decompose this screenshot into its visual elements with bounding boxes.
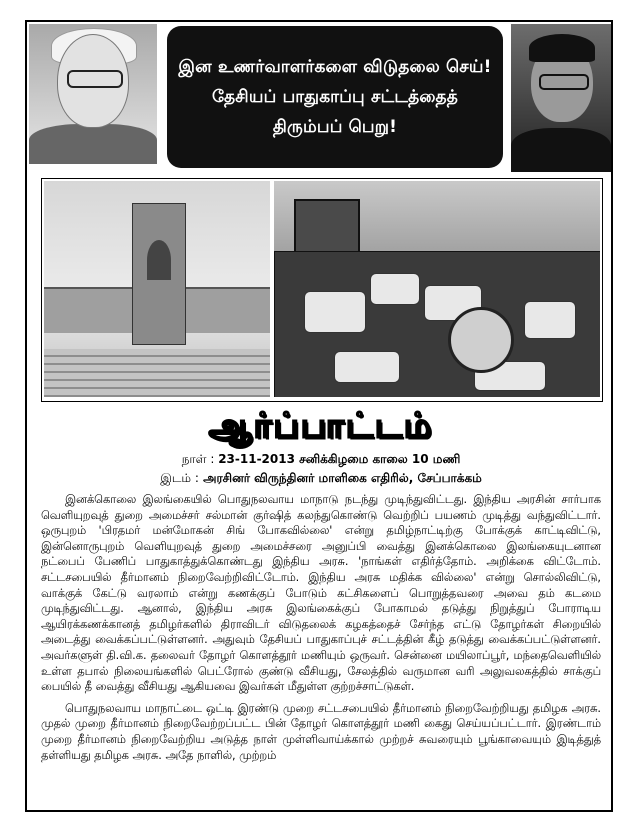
date-label: நாள் :	[181, 452, 215, 466]
paragraph-1: இனக்கொலை இலங்கையில் பொதுநலவாய மாநாடு நடந்து முடிந்துவிட்டது. இந்திய அரசின் சார்பாக வெளியுறவுத் துறை அமைச்சர் சல்மான் குர்ஷித் கலந்துகொண்டு வெற்றிப் பயணம் முடித்து வந்துவிட்டார். ஒருபுறம் 'பிரதமர் மன்மோகன் சிங் போகவில்லை' என்று தமிழ்நாட்டிற்கு போக்குக் காட்டிவிட்டு, இன்னொருபுறம் வெளியுறவுத் துறை அமைச்சரை அனுப்பி வைத்து இனக்கொலை இலங்கையுடனான நட்பைப் பேணிப் பாதுகாத்துக்கொண்டது இந்திய அரசு. 'நாங்கள் எதிர்த்தோம். அறிக்கை விட்டோம். சட்டசபையில் தீர்மானம் நிறைவேற்றிவிட்டோம். இந்திய அரசு மதிக்க வில்லை' என்று சொல்லிவிட்டு, வாக்குக் கேட்டு வரலாம் என்று கணக்குப் போடும் கட்சிகளைப் பொறுத்தவரை அவை தம் கடமை முடிந்துவிட்டது. ஆனால், இந்திய அரசு இலங்கைக்குப் போகாமல் தடுத்து நிறுத்துப் போராடிய ஆயிரக்கணக்கானத் தமிழர்களில் திராவிடர் விடுதலைக் கழகத்தைச் சேர்ந்த எட்டு தோழர்கள் சிறையில் அடைத்து வைக்கப்பட்டுள்ளனர். அதுவும் தேசியப் பாதுகாப்புச் சட்டத்தின் கீழ் தடுத்து வைக்கப்பட்டுள்ளனர். அவர்களுள் தி.வி.க. தலைவர் தோழர் கொளத்தூர் மணியும் ஒருவர். சென்னை மயிலாப்பூர், மந்தைவெளியில் உள்ள தபால் நிலையங்களில் பெட்ரோல் குண்டு வீசியது, சேலத்தில் வருமான வரி அலுவலகத்தில் சாக்குப் பையில் தீ வைத்து வீசியது ஆகியவை இவர்கள் மீதுள்ள குற்றச்சாட்டுகள்.	[41, 493, 601, 694]
slogan-line-2: தேசியப் பாதுகாப்பு சட்டத்தைத்	[211, 87, 459, 107]
page-title: ஆர்ப்பாட்டம்	[208, 406, 434, 446]
poster	[25, 20, 613, 812]
portrait-photo-left	[29, 24, 157, 164]
glasses-icon	[539, 74, 589, 90]
slogan-banner	[167, 26, 503, 168]
emblem-stone-icon	[448, 307, 514, 373]
body-text	[41, 492, 601, 769]
memorial-tower-icon	[132, 203, 186, 345]
paragraph-2: பொதுநலவாய மாநாட்டை ஒட்டி இரண்டு முறை சட்டசபையில் தீர்மானம் நிறைவேற்றியது தமிழக அரசு. முதல் முறை தீர்மானம் நிறைவேற்றப்பட்ட பின் தோழர் கொளத்தூர் மணி கைது செய்யப்பட்டார். இரண்டாம் முறை தீர்மானம் நிறைவேற்றிய அடுத்த நாள் முள்ளிவாய்க்கால் முற்றச் சுவரையும் பூங்காவையும் இடித்துத் தள்ளியது தமிழக அரசு. அதே நாளில், முற்றம்	[41, 701, 601, 762]
slogan-line-1: இன உணர்வாளர்களை விடுதலை செய்!	[178, 57, 492, 77]
bulldozer-icon	[294, 199, 360, 255]
demolition-photo	[274, 181, 600, 397]
event-date	[27, 450, 613, 468]
event-venue	[27, 469, 613, 487]
venue-label: இடம் :	[160, 471, 199, 485]
date-value: 23-11-2013 சனிக்கிழமை காலை 10 மணி	[218, 452, 461, 466]
glasses-icon	[67, 70, 123, 88]
slogan-line-3: திரும்பப் பெறு!	[272, 117, 398, 137]
portrait-photo-right	[511, 24, 611, 172]
memorial-photo	[44, 181, 270, 397]
venue-value: அரசினர் விருந்தினர் மாளிகை எதிரில், சேப்பாக்கம்	[203, 471, 482, 485]
photo-strip	[41, 178, 603, 402]
